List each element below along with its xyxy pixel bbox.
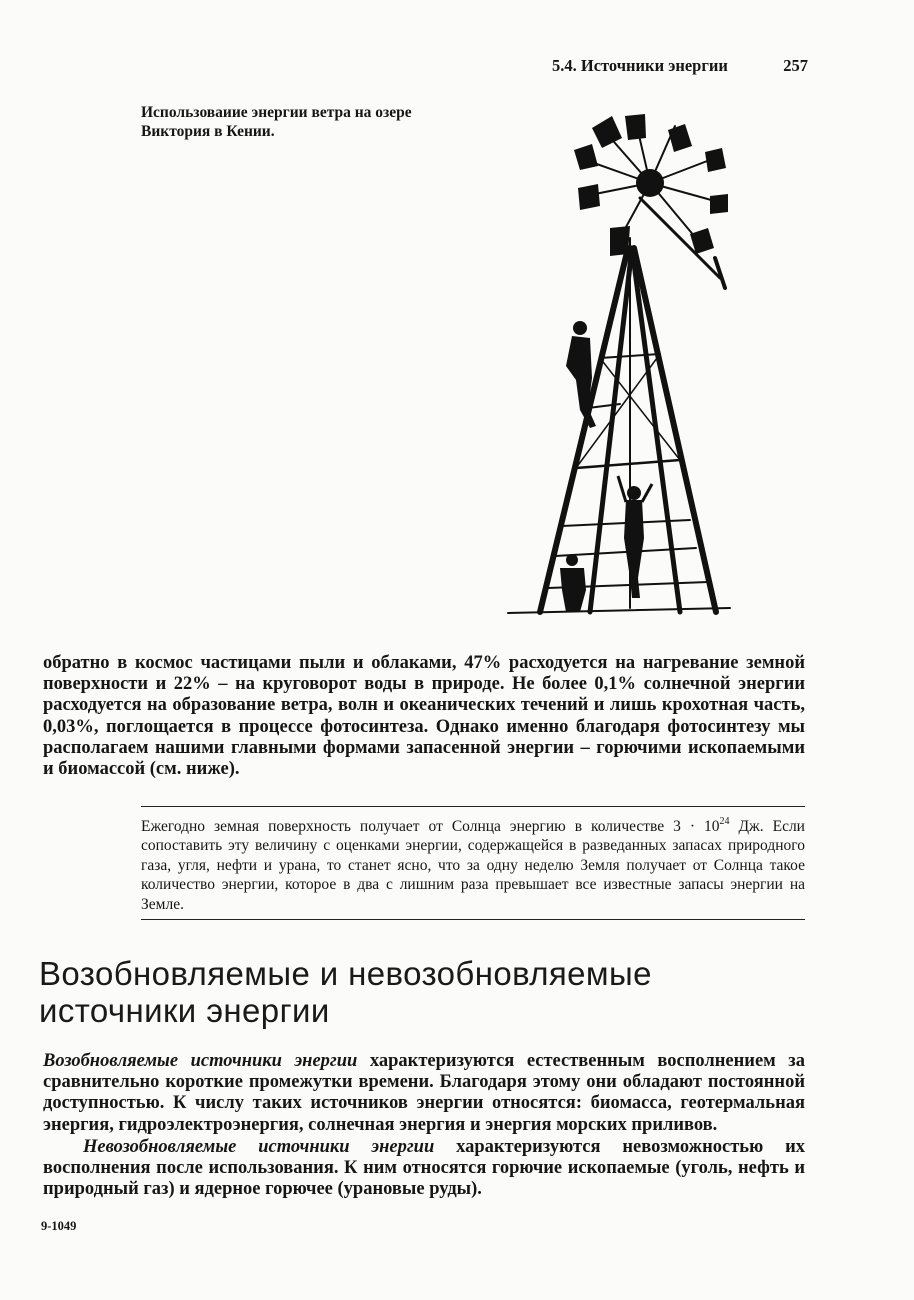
paragraph-energy-balance: обратно в космос частицами пыли и облаками, 47% расходуется на нагревание земной поверхности и 22% – на круговорот воды в природе. Не более 0,1% солнечной энергии расходуется на образование ветра, волн и океанических течений и лишь крохотная часть, 0,03%, поглощается в процессе фотосинтеза. Однако именно благодаря фотосинтезу мы располагаем нашими главными формами запасенной энергии – горючими ископаемыми и биомассой (см. ниже). — [43, 653, 805, 780]
paragraph-renewable — [43, 1051, 805, 1136]
nonrenewable-definition: характеризуются невозможностью их восполнения после использования. К ним относятся горючие ископаемые (уголь, нефть и природный газ) и ядерное горючее (урановые руды). — [43, 1137, 805, 1200]
page-number: 257 — [783, 56, 808, 75]
box-text-end: Дж. Если сопоставить эту величину с оценками энергии, содержащейся в разведанных запасах природного газа, угля, нефти и урана, то станет ясно, что за одну неделю Земля получает от Солнца такое количество энергии, которое в два с лишним раза превышает все известные запасы энергии на Земле. — [141, 818, 805, 913]
box-top-rule — [141, 806, 805, 807]
figure-caption: Использоваиие энергии ветра на озере Виктория в Кении. — [141, 104, 412, 140]
running-header — [552, 56, 808, 80]
windmill-photo — [500, 108, 810, 620]
term-nonrenewable: Невозобновляемые источники энергии — [83, 1137, 435, 1157]
renewable-definition: характеризуются естественным восполнением за сравнительно короткие промежутки времени. Благодаря этому они обладают постоянной доступностью. К числу таких источников энергии относятся: биомасса, геотермальная энергия, гидроэлектроэнергия, солнечная энергия и энергия морских приливов. — [43, 1051, 805, 1135]
section-title: 5.4. Источники энергии — [552, 56, 728, 75]
box-exponent: 24 — [719, 816, 730, 827]
section-heading: Возобновляемые и невозобновляемые источники энергии — [39, 955, 652, 1029]
printer-signature: 9-1049 — [41, 1219, 77, 1233]
highlight-box-text — [141, 817, 805, 914]
box-text-start: Ежегодно земная поверхность получает от Солнца энергию в количестве 3 · 10 — [141, 818, 720, 835]
term-renewable: Возобновляемые источники энергии — [43, 1051, 358, 1071]
paragraph-nonrenewable — [43, 1137, 805, 1201]
box-bottom-rule — [141, 919, 805, 920]
